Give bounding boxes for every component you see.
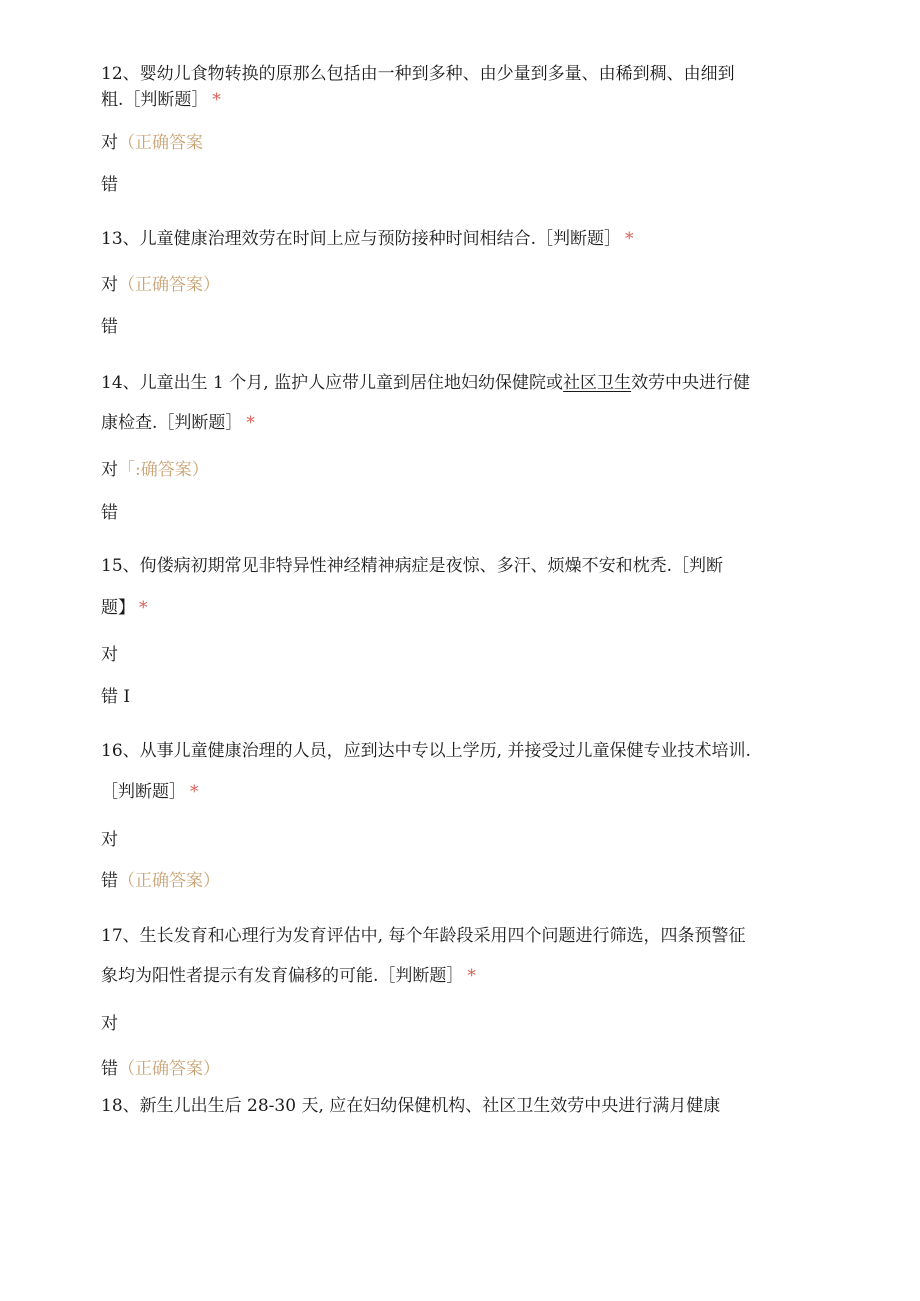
- required-star: *: [212, 90, 221, 110]
- question-12-text-line1: 12、婴幼儿食物转换的原那么包括由一种到多种、由少量到多量、由稀到稠、由细到: [101, 64, 735, 84]
- question-12-label: 粗.［判断题］: [101, 90, 209, 110]
- question-16-text-line1: 16、从事儿童健康治理的人员，应到达中专以上学历, 并接受过儿童保健专业技术培训.: [101, 741, 751, 761]
- question-15-label: 题】: [101, 598, 135, 618]
- question-14-option-false[interactable]: 错: [101, 503, 118, 523]
- question-13-text-line1: [101, 227, 634, 251]
- correct-answer-note: （正确答案: [118, 133, 203, 153]
- correct-answer-note: （正确答案）: [118, 871, 220, 891]
- question-14-text-pre: 14、儿童出生 1 个月, 监护人应带儿童到居住地妇幼保健院或: [101, 373, 564, 393]
- question-13-label: 13、儿童健康治理效劳在时间上应与预防接种时间相结合.［判断题］: [101, 229, 622, 249]
- option-label: 对: [101, 133, 118, 153]
- option-label: 对: [101, 275, 118, 295]
- question-12-option-true[interactable]: [101, 131, 203, 155]
- required-star: *: [139, 598, 148, 618]
- question-17-text-line2: [101, 964, 476, 988]
- correct-answer-note: （正确答案）: [118, 1059, 220, 1079]
- question-12-text-line2: [101, 88, 221, 112]
- question-14-label: 康检查.［判断题］: [101, 413, 243, 433]
- option-label: 对: [101, 460, 118, 480]
- required-star: *: [190, 782, 199, 802]
- required-star: *: [246, 413, 255, 433]
- question-14-option-true[interactable]: [101, 458, 209, 482]
- option-label: 错: [101, 1059, 118, 1079]
- question-14-text-line1: [101, 371, 750, 395]
- question-12-option-false[interactable]: 错: [101, 175, 118, 195]
- question-16-text-line2: [101, 780, 199, 804]
- question-17-option-false[interactable]: [101, 1057, 220, 1081]
- question-17-option-true[interactable]: 对: [101, 1014, 118, 1034]
- question-15-text-line2: [101, 596, 148, 620]
- question-16-option-false[interactable]: [101, 869, 220, 893]
- question-15-option-true[interactable]: 对: [101, 645, 118, 665]
- question-13-option-true[interactable]: [101, 273, 220, 297]
- question-16-option-true[interactable]: 对: [101, 830, 118, 850]
- correct-answer-note: （正确答案）: [118, 275, 220, 295]
- question-17-text-line1: 17、生长发育和心理行为发育评估中, 每个年龄段采用四个问题进行筛选，四条预警征: [101, 926, 746, 946]
- question-17-label: 象均为阳性者提示有发育偏移的可能.［判断题］: [101, 966, 464, 986]
- correct-answer-note: 「:确答案）: [118, 460, 209, 480]
- question-18-text-line1: 18、新生儿出生后 28-30 天, 应在妇幼保健机构、社区卫生效劳中央进行满月健康: [101, 1096, 721, 1116]
- question-14-text-post: 效劳中央进行健: [631, 373, 751, 393]
- question-15-text-line1: 15、佝偻病初期常见非特异性神经精神病症是夜惊、多汗、烦燥不安和枕秃.［判断: [101, 556, 724, 576]
- underlined-phrase: 社区卫生: [563, 373, 632, 393]
- option-label: 错: [101, 871, 118, 891]
- required-star: *: [625, 229, 634, 249]
- required-star: *: [467, 966, 476, 986]
- question-15-option-false[interactable]: 错 I: [101, 687, 131, 707]
- question-16-label: ［判断题］: [101, 782, 186, 802]
- question-14-text-line2: [101, 411, 255, 435]
- question-13-option-false[interactable]: 错: [101, 317, 118, 337]
